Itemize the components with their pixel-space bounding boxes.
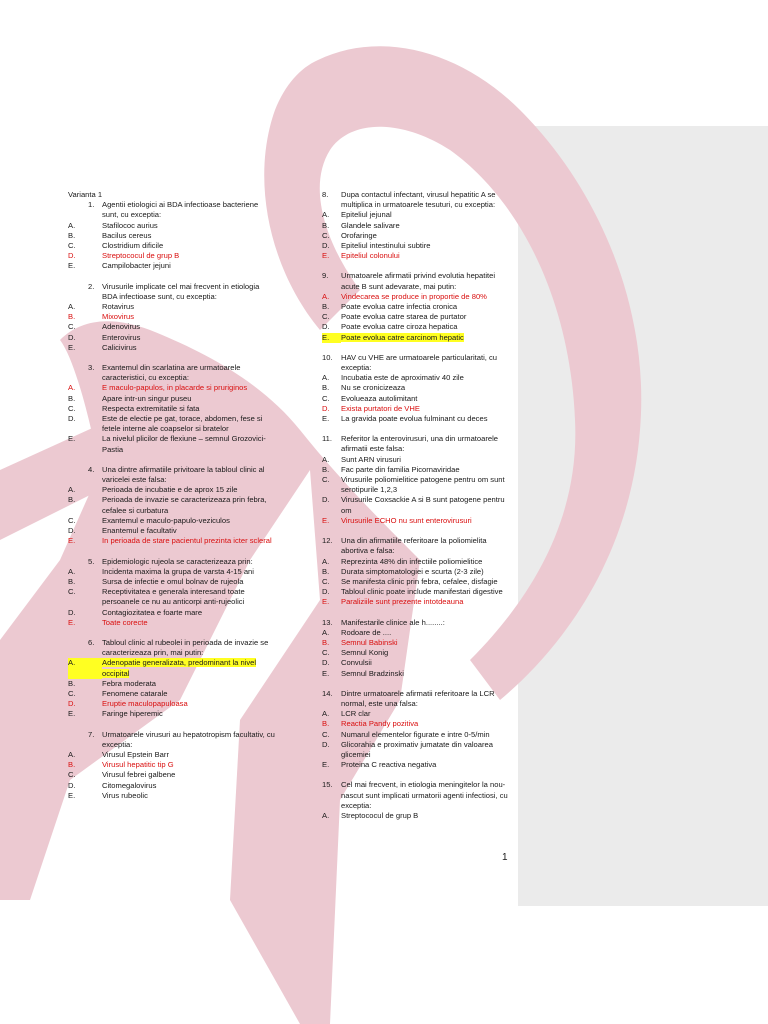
answer-option [68,679,275,689]
question-block [322,689,510,771]
answer-option [68,333,275,343]
option-letter: C. [322,475,330,485]
option-letter: E. [68,617,76,627]
answer-option [322,322,510,332]
question-block [68,730,275,801]
question-text: Referitor la enterovirusuri, una din urmatoarele afirmatii este falsa: [341,434,499,454]
option-text: Campilobacter jejuni [102,261,171,271]
option-letter: C. [322,729,330,739]
option-text: Epiteliul intestinului subtire [341,241,431,251]
option-text: LCR clar [341,709,371,719]
option-text: Virusul Epstein Barr [102,749,169,759]
question-number: 2. [88,281,95,291]
question-number: 8. [322,190,329,199]
question-number: 14. [322,688,333,698]
option-letter: D. [322,495,330,505]
option-letter: C. [68,241,76,251]
option-text: Febra moderata [102,678,157,688]
question-block [68,282,275,353]
right-question-list [322,190,510,821]
option-text: Eruptie maculopapuloasa [102,699,188,709]
question-text: Cel mai frecvent, in etiologia meningitelor la nou-nascut sunt implicati urmatorii agenti infectiosi, cu exceptia: [341,780,508,810]
option-text: Numarul elementelor figurate e intre 0-5/min [341,729,490,739]
question-number: 12. [322,536,333,546]
option-text: Fenomene catarale [102,688,168,698]
answer-option [68,414,275,434]
option-text: Streptococul de grup B [341,810,419,820]
answer-option [68,689,275,699]
option-letter: E. [322,760,330,770]
option-text: Sunt ARN virusuri [341,454,401,464]
answer-option [68,485,275,495]
option-letter: B. [322,719,330,729]
answer-option [322,373,510,383]
question-text: Virusurile implicate cel mai frecvent in etiologia BDA infectioase sunt, cu exceptia: [102,281,260,301]
option-letter: B. [322,637,330,647]
answer-option-correct [68,699,275,709]
option-letter: A. [322,810,330,820]
answer-option [68,608,275,618]
answer-option [68,577,275,587]
question-block [68,557,275,628]
answer-option [68,516,275,526]
question-number: 10. [322,352,333,362]
question-text: Una din afirmatiile referitoare la poliomielita abortiva e falsa: [341,536,487,556]
option-letter: D. [68,526,76,536]
option-text: Faringe hiperemic [102,709,163,719]
option-letter: C. [322,576,330,586]
option-letter: D. [68,607,76,617]
answer-option [68,770,275,780]
option-letter: E. [322,597,330,607]
question-number: 9. [322,271,329,281]
question-text: HAV cu VHE are urmatoarele particularitati, cu exceptia: [341,352,498,373]
option-letter: D. [322,322,330,332]
option-text: Streptococul de grup B [102,251,180,261]
option-letter: C. [322,393,330,403]
option-letter: B. [322,383,330,393]
question-block [322,190,510,261]
answer-option [322,495,510,515]
option-letter: E. [322,668,330,678]
question-stem [68,557,275,567]
answer-option [68,587,275,607]
answer-option [322,709,510,719]
question-stem [322,618,510,628]
option-text: Nu se cronicizeaza [341,383,406,393]
option-letter: C. [322,648,330,658]
question-stem [68,363,275,383]
option-text: Glandele salivare [341,220,400,230]
answer-option [322,567,510,577]
option-letter: C. [68,322,76,332]
option-text: Poate evolua catre starea de purtator [341,312,467,322]
answer-option [322,231,510,241]
option-text: Citomegalovirus [102,780,157,790]
option-text: Incidenta maxima la grupa de varsta 4-15 ani [102,566,254,576]
answer-option-correct [68,312,275,322]
answer-option [68,404,275,414]
option-letter: D. [68,780,76,790]
question-text: Urmatoarele afirmatii privind evolutia hepatitei acute B sunt adevarate, mai putin: [341,271,496,291]
option-text: Contagiozitatea e foarte mare [102,607,203,617]
option-text: Semnul Konig [341,648,389,658]
answer-option-correct [322,516,510,526]
option-text: Receptivitatea e generala interesand toate persoanele ce nu au anticorpi anti-rujeolici [102,587,245,607]
answer-option [322,587,510,597]
question-number: 5. [88,556,95,566]
option-text: Epiteliul colonului [341,251,400,261]
question-block [68,465,275,547]
answer-option-correct [322,597,510,607]
question-stem [68,730,275,750]
option-text: Adenopatie generalizata, predominant la nivel occipital [102,658,257,678]
answer-option [322,648,510,658]
answer-option [322,557,510,567]
option-letter: A. [322,210,330,220]
option-text: Rodoare de .... [341,627,392,637]
question-text: Epidemiologic rujeola se caracterizeaza prin: [102,556,253,566]
option-letter: D. [322,587,330,597]
option-letter: E. [68,434,76,444]
answer-option [68,221,275,231]
answer-option-highlighted [322,333,510,343]
question-number: 3. [88,363,95,373]
option-letter: A. [322,291,330,301]
option-letter: C. [68,770,76,780]
answer-option-correct [322,292,510,302]
option-letter: E. [68,536,76,546]
left-question-list [68,200,275,801]
option-letter: E. [68,790,76,800]
option-letter: A. [68,302,76,312]
question-stem [322,536,510,556]
question-text: Manifestarile clinice ale h........: [341,617,445,627]
option-letter: D. [322,241,330,251]
option-text: Virusul hepatitic tip G [102,760,174,770]
answer-option [322,383,510,393]
answer-option-correct [322,638,510,648]
option-letter: E. [68,261,76,271]
option-text: Perioada de invazie se caracterizeaza prin febra, cefalee si curbatura [102,495,267,515]
question-text: Urmatoarele virusuri au hepatotropism facultativ, cu exceptia: [102,729,275,749]
option-text: Este de electie pe gat, torace, abdomen, fese si fetele interne ale coapselor si bratelor [102,414,263,434]
page-number: 1 [502,852,508,863]
answer-option-correct [322,404,510,414]
question-block [68,200,275,271]
question-stem [322,190,510,210]
answer-option [322,241,510,251]
question-block [322,434,510,526]
option-text: Clostridium dificile [102,241,164,251]
question-block [322,618,510,679]
option-letter: D. [322,739,330,749]
option-text: Evolueaza autolimitant [341,393,418,403]
answer-option [322,302,510,312]
answer-option [68,709,275,719]
question-stem [68,465,275,485]
option-text: Reprezinta 48% din infectiile poliomielitice [341,556,483,566]
option-text: La nivelul plicilor de flexiune – semnul Grozovici-Pastia [102,434,266,454]
option-text: Paraliziile sunt prezente intotdeauna [341,597,464,607]
answer-option [322,455,510,465]
option-text: Adenovirus [102,322,140,332]
answer-option [68,302,275,312]
answer-option [68,750,275,760]
option-text: La gravida poate evolua fulminant cu deces [341,414,488,424]
option-text: Respecta extremitatile si fata [102,403,200,413]
option-text: Poate evolua catre carcinom hepatic [341,332,464,342]
option-letter: C. [68,587,76,597]
option-letter: B. [68,393,76,403]
question-number: 15. [322,780,333,790]
option-text: Se manifesta clinic prin febra, cefalee, disfagie [341,576,498,586]
answer-option [322,221,510,231]
option-text: Fac parte din familia Picornaviridae [341,464,460,474]
option-letter: A. [322,373,330,383]
question-number: 1. [88,200,95,210]
question-number: 11. [322,434,332,444]
option-letter: C. [322,312,330,322]
option-text: Poate evolua catre ciroza hepatica [341,322,458,332]
question-block [322,271,510,342]
option-letter: C. [68,515,76,525]
answer-option [68,231,275,241]
option-text: Virusurile ECHO nu sunt enterovirusuri [341,515,472,525]
answer-option [322,760,510,770]
option-text: Epiteliul jejunal [341,210,392,220]
option-text: Poate evolua catre infectia cronica [341,302,458,312]
question-stem [322,780,510,811]
answer-option [68,567,275,577]
option-letter: D. [68,414,76,424]
option-text: Vindecarea se produce in proportie de 80% [341,291,487,301]
option-text: Semnul Bradzinski [341,668,404,678]
right-column [322,190,510,831]
option-text: Reactia Pandy pozitiva [341,719,419,729]
answer-option [322,210,510,220]
question-stem [322,271,510,291]
option-text: Mixovirus [102,312,135,322]
option-letter: D. [322,403,330,413]
question-number: 4. [88,464,95,474]
answer-option-correct [322,719,510,729]
answer-option-correct [68,251,275,261]
answer-option [322,312,510,322]
option-letter: C. [322,230,330,240]
option-letter: B. [68,576,76,586]
answer-option [68,241,275,251]
answer-option [68,781,275,791]
answer-option [68,495,275,515]
option-letter: B. [68,678,76,688]
option-text: Incubatia este de aproximativ 40 zile [341,373,464,383]
answer-option-correct [68,760,275,770]
option-text: Toate corecte [102,617,148,627]
option-text: In perioada de stare pacientul prezinta icter scleral [102,536,272,546]
option-letter: A. [322,454,330,464]
option-text: Durata simptomatologiei e scurta (2-3 zile) [341,566,484,576]
question-number: 13. [322,617,333,627]
option-letter: E. [322,414,330,424]
answer-option [68,526,275,536]
option-text: Virusul febrei galbene [102,770,176,780]
option-text: Tabloul clinic poate include manifestari digestive [341,587,503,597]
option-text: Convulsii [341,658,372,668]
option-letter: B. [68,760,76,770]
option-letter: A. [322,627,330,637]
option-text: Rotavirus [102,302,135,312]
answer-option [68,261,275,271]
option-text: Stafilococ aurius [102,220,158,230]
option-letter: D. [322,658,330,668]
option-letter: E. [322,333,341,343]
option-letter: E. [322,251,330,261]
answer-option [322,475,510,495]
option-letter: D. [68,332,76,342]
answer-option [322,658,510,668]
answer-option [322,730,510,740]
option-text: Semnul Babinski [341,637,398,647]
option-letter: A. [68,485,76,495]
option-letter: A. [68,658,102,678]
answer-option [322,414,510,424]
answer-option [68,791,275,801]
option-letter: A. [322,709,330,719]
question-text: Exantemul din scarlatina are urmatoarele caracteristici, cu exceptia: [102,363,241,383]
answer-option-highlighted [68,658,275,678]
page-title: Varianta 1 [68,190,103,199]
option-letter: E. [68,709,76,719]
question-stem [322,689,510,709]
option-text: Exantemul e maculo-papulo-veziculos [102,515,230,525]
question-block [322,536,510,607]
option-letter: A. [322,556,330,566]
option-letter: D. [68,251,76,261]
question-number: 7. [88,729,95,739]
option-text: Enterovirus [102,332,141,342]
option-text: Glicorahia e proximativ jumatate din valoarea glicemiei [341,739,493,759]
option-text: Proteina C reactiva negativa [341,760,437,770]
answer-option [68,394,275,404]
answer-option [322,669,510,679]
answer-option [68,322,275,332]
option-text: Perioada de incubatie e de aprox 15 zile [102,485,238,495]
question-block [68,638,275,720]
question-text: Dintre urmatoarele afirmatii referitoare la LCR normal, este una falsa: [341,688,495,708]
option-letter: B. [68,495,76,505]
option-text: Virusurile poliomielitice patogene pentru om sunt serotipurile 1,2,3 [341,475,505,495]
option-letter: C. [68,403,76,413]
question-stem [68,282,275,302]
option-text: Calicivirus [102,342,137,352]
option-letter: B. [322,566,330,576]
answer-option [322,577,510,587]
option-text: Virus rubeolic [102,790,148,800]
option-letter: A. [68,749,76,759]
answer-option [322,628,510,638]
option-letter: B. [68,312,76,322]
option-text: Bacilus cereus [102,230,152,240]
question-text: Una dintre afirmatiile privitoare la tabloul clinic al varicelei este falsa: [102,464,265,485]
option-letter: A. [68,383,76,393]
answer-option [68,343,275,353]
answer-option-correct [68,383,275,393]
option-letter: A. [68,566,76,576]
option-text: Enantemul e facultativ [102,526,177,536]
answer-option [68,434,275,454]
option-letter: C. [68,688,76,698]
answer-option [322,394,510,404]
option-text: Orofaringe [341,230,377,240]
question-stem [322,353,510,373]
answer-option-correct [322,251,510,261]
answer-option [322,740,510,760]
question-text: Dupa contactul infectant, virusul hepatitic A se multiplica in urmatoarele tesuturi, cu exceptia: [341,190,496,210]
answer-option [322,811,510,821]
question-stem [68,638,275,658]
answer-option [322,465,510,475]
option-text: Apare intr-un singur puseu [102,393,192,403]
option-letter: B. [322,464,330,474]
option-letter: D. [68,699,76,709]
answer-option-correct [68,536,275,546]
option-letter: E. [68,342,76,352]
question-block [322,780,510,821]
option-text: Virusurile Coxsackie A si B sunt patogene pentru om [341,495,505,515]
question-text: Agentii etiologici ai BDA infectioase bacteriene sunt, cu exceptia: [102,200,259,220]
question-stem [68,200,275,220]
question-stem [322,434,510,454]
answer-option-correct [68,618,275,628]
option-text: Sursa de infectie e omul bolnav de rujeola [102,576,244,586]
option-letter: B. [322,220,330,230]
option-letter: B. [68,230,76,240]
question-block [68,363,275,455]
question-text: Tabloul clinic al rubeolei in perioada de invazie se caracterizeaza prin, mai putin: [102,637,269,658]
option-letter: A. [68,220,76,230]
option-text: E maculo-papulos, in placarde si pruriginos [102,383,248,393]
option-letter: E. [322,515,330,525]
question-block [322,353,510,424]
question-number: 6. [88,637,95,647]
left-column [68,190,275,811]
option-letter: B. [322,302,330,312]
option-text: Exista purtatori de VHE [341,403,420,413]
